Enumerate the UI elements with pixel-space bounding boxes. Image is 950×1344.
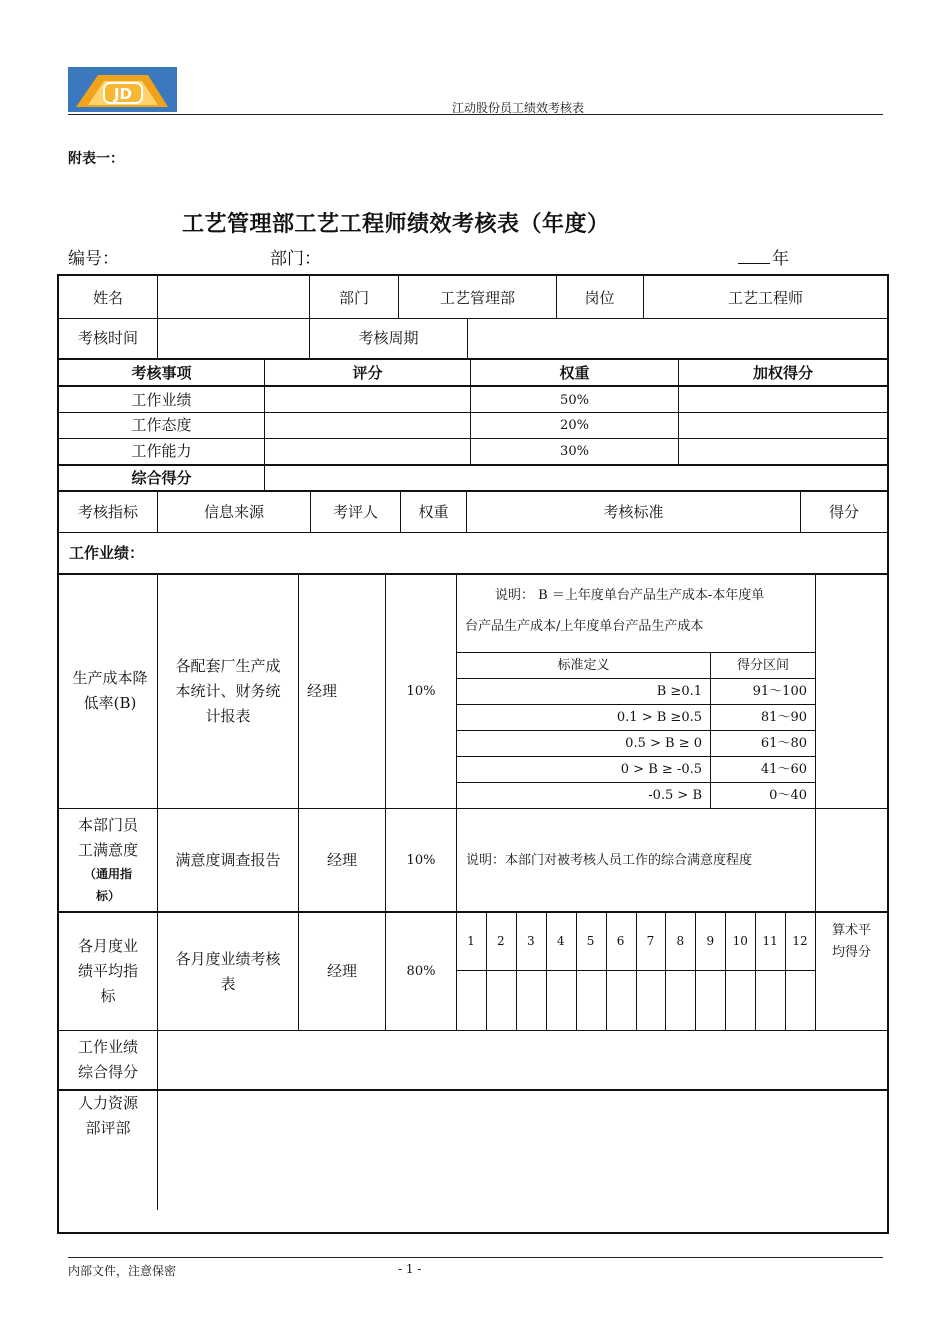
month-score-9[interactable] <box>695 971 725 1030</box>
company-logo <box>68 67 177 112</box>
month-header-12: 12 <box>792 934 808 948</box>
month-score-10[interactable] <box>725 971 755 1030</box>
summary-header-weight: 权重 <box>559 363 590 382</box>
summary-header-item: 考核事项 <box>131 363 192 382</box>
indicator2-name-line1: 本部门员工满意度 <box>77 816 138 859</box>
name-label: 姓名 <box>92 288 123 307</box>
criteria-header-weight: 权重 <box>418 502 449 521</box>
summary-header-score: 评分 <box>352 363 383 382</box>
summary-row-item: 工作态度 <box>131 416 192 434</box>
summary-row-item: 工作业绩 <box>131 390 192 409</box>
std-row-range: 91～100 <box>752 684 807 699</box>
std-header: 标准定义 <box>557 658 610 673</box>
std-row-def: B ≥0.1 <box>656 684 702 699</box>
month-score-7[interactable] <box>636 971 666 1030</box>
indicator1-weight: 10% <box>406 683 436 699</box>
std-row-range: 81～90 <box>760 710 807 725</box>
footer-page-number: - 1 - <box>398 1262 422 1276</box>
month-score-11[interactable] <box>755 971 785 1030</box>
indicator3-assessor: 经理 <box>326 962 357 980</box>
std-row-def: -0.5 > B <box>648 788 702 803</box>
appendix-label: 附表一： <box>68 151 124 167</box>
month-score-4[interactable] <box>546 971 576 1030</box>
indicator2-name <box>59 809 157 911</box>
std-row-range: 0～40 <box>769 788 807 803</box>
department-meta-label: 部门： <box>270 249 321 269</box>
month-score-5[interactable] <box>576 971 606 1030</box>
indicator2-weight: 10% <box>406 852 436 868</box>
name-field[interactable] <box>158 278 309 318</box>
criteria-header-score: 得分 <box>828 502 859 521</box>
year-blank <box>738 263 770 264</box>
indicator2-assessor: 经理 <box>326 850 357 869</box>
assessment-table <box>57 274 889 1234</box>
month-score-3[interactable] <box>516 971 546 1030</box>
month-header-3: 3 <box>526 934 535 948</box>
footer-divider <box>68 1257 883 1258</box>
month-header-7: 7 <box>646 934 655 948</box>
score-range-header: 得分区间 <box>736 658 789 673</box>
logo-icon <box>68 67 177 112</box>
summary-header-weighted: 加权得分 <box>752 363 813 382</box>
criteria-header-standard: 考核标准 <box>603 502 664 521</box>
indicator3-source: 各月度业绩考核表 <box>175 949 281 993</box>
section-performance-label: 工作业绩： <box>69 543 145 562</box>
summary-row-weight: 30% <box>560 444 589 459</box>
footer-confidential: 内部文件，注意保密 <box>68 1264 177 1278</box>
hr-review-label: 人力资源部评部 <box>77 1094 138 1137</box>
indicator1-name: 生产成本降低率(B) <box>72 669 148 712</box>
period-field[interactable] <box>468 319 887 358</box>
std-row-def: 0 > B ≥ -0.5 <box>620 762 702 777</box>
month-header-10: 10 <box>732 934 748 948</box>
header-title: 江动股份员工绩效考核表 <box>452 101 585 115</box>
criteria-header-assessor: 考评人 <box>332 502 378 521</box>
department-label: 部门 <box>338 288 369 307</box>
number-label: 编号： <box>68 249 119 269</box>
summary-row-weight: 20% <box>560 418 589 433</box>
month-header-5: 5 <box>586 934 595 948</box>
svg-text:JD: JD <box>113 85 133 103</box>
indicator1-note-line2: 台产品生产成本/上年度单台产品生产成本 <box>465 618 704 634</box>
summary-row-weight: 50% <box>560 392 589 408</box>
position-label: 岗位 <box>584 288 615 307</box>
criteria-header-source: 信息来源 <box>203 502 264 521</box>
indicator1-assessor: 经理 <box>307 681 338 700</box>
page-title: 工艺管理部工艺工程师绩效考核表（年度） <box>182 211 610 237</box>
indicator2-source: 满意度调查报告 <box>175 850 281 869</box>
year-label: 年 <box>772 249 789 269</box>
summary-row-item: 工作能力 <box>131 442 192 460</box>
month-score-12[interactable] <box>785 971 815 1030</box>
month-score-8[interactable] <box>665 971 695 1030</box>
std-row-def: 0.5 > B ≥ 0 <box>625 736 702 751</box>
criteria-header-indicator: 考核指标 <box>77 502 138 521</box>
month-header-6: 6 <box>616 934 625 948</box>
month-header-2: 2 <box>497 934 505 948</box>
indicator1-source: 各配套厂生产成本统计、财务统计报表 <box>175 656 281 725</box>
perf-total-label: 工作业绩综合得分 <box>77 1038 138 1081</box>
indicator3-name: 各月度业绩平均指标 <box>77 937 138 1005</box>
month-header-1: 1 <box>467 934 475 948</box>
month-header-8: 8 <box>676 934 685 948</box>
month-header-4: 4 <box>556 934 565 948</box>
indicator1-note-line1: 说明： B ＝上年度单台产品生产成本-本年度单 <box>495 587 765 603</box>
avg-score-label: 算术平均得分 <box>831 922 871 960</box>
header-divider <box>68 114 883 115</box>
hr-review-field[interactable] <box>158 1091 887 1231</box>
time-field[interactable] <box>158 319 309 358</box>
month-score-2[interactable] <box>486 971 516 1030</box>
month-header-9: 9 <box>706 934 715 948</box>
period-label: 考核周期 <box>358 329 419 347</box>
perf-total-field[interactable] <box>158 1031 887 1089</box>
indicator2-name-line2: （通用指标） <box>83 867 132 903</box>
month-score-6[interactable] <box>606 971 636 1030</box>
indicator3-weight: 80% <box>406 964 436 979</box>
indicator2-note: 说明：本部门对被考核人员工作的综合满意度程度 <box>466 852 753 868</box>
month-score-1[interactable] <box>456 971 486 1030</box>
department-value: 工艺管理部 <box>439 288 515 307</box>
position-value: 工艺工程师 <box>727 288 803 307</box>
month-header-11: 11 <box>762 934 778 948</box>
summary-total-label: 综合得分 <box>131 468 192 487</box>
std-row-range: 41～60 <box>760 762 807 777</box>
std-row-range: 61～80 <box>760 736 807 751</box>
std-row-def: 0.1 > B ≥0.5 <box>616 710 702 725</box>
time-label: 考核时间 <box>77 329 138 347</box>
